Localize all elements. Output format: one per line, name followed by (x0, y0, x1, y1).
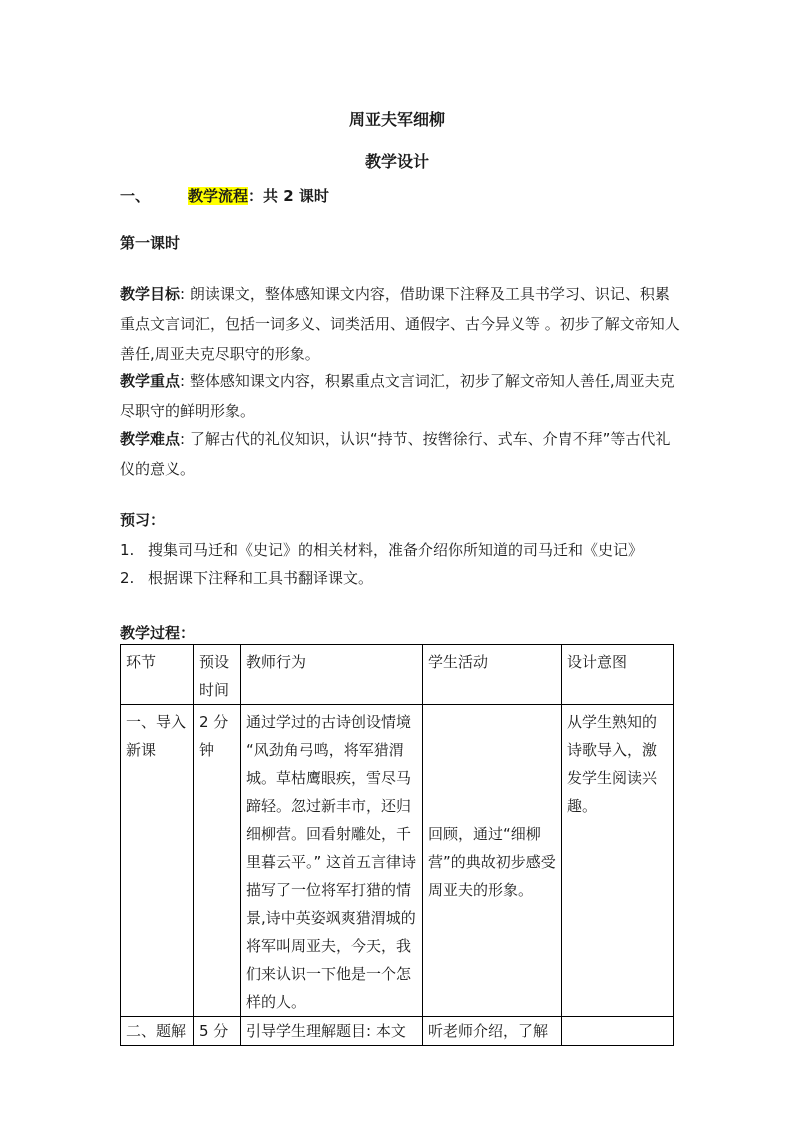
section-label-rest: ：共 2 课时 (248, 187, 329, 205)
preview-item-number: 1. (120, 541, 135, 559)
header-time: 预设时间 (194, 645, 241, 705)
cell-stage: 二、题解 (121, 1017, 194, 1046)
table-row (121, 1017, 674, 1046)
teaching-goal-label: 教学目标 (120, 285, 181, 303)
teaching-goal (120, 279, 680, 369)
cell-intent: 从学生熟知的诗歌导入，激发学生阅读兴趣。 (562, 705, 674, 1017)
header-intent: 设计意图 (562, 645, 674, 705)
lesson-heading: 第一课时 (120, 234, 181, 252)
preview-item (120, 563, 373, 593)
cell-intent (562, 1017, 674, 1046)
preview-item (120, 535, 690, 565)
cell-time: 2 分钟 (194, 705, 241, 1017)
table-header-row (121, 645, 674, 705)
teaching-focus-text: : 整体感知课文内容，积累重点文言词汇，初步了解文帝知人善任,周亚夫克尽职守的鲜明形象。 (120, 372, 675, 420)
preview-item-text: 搜集司马迁和《史记》的相关材料，准备介绍你所知道的司马迁和《史记》 (148, 541, 644, 559)
teaching-goal-text: : 朗读课文，整体感知课文内容，借助课下注释及工具书学习、识记、积累重点文言词汇，包括一词多义、词类活用、通假字、古今异义等 。初步了解文帝知人善任,周亚夫克尽职守的形象。 (120, 285, 680, 363)
header-student: 学生活动 (423, 645, 562, 705)
cell-student: 回顾，通过“细柳营”的典故初步感受周亚夫的形象。 (423, 705, 562, 1017)
teaching-focus (120, 366, 680, 426)
teaching-difficulty-label: 教学难点 (120, 430, 181, 448)
process-heading: 教学过程： (120, 624, 196, 642)
teaching-process-table (120, 644, 674, 1046)
section-number: 一、 (120, 187, 151, 205)
teaching-difficulty-text: : 了解古代的礼仪知识，认识“持节、按辔徐行、式车、介胄不拜”等古代礼仪的意义。 (120, 430, 671, 478)
cell-time: 5 分 (194, 1017, 241, 1046)
preview-heading: 预习： (120, 511, 166, 529)
document-subtitle: 教学设计 (364, 152, 429, 171)
cell-teacher: 引导学生理解题目: 本文 (241, 1017, 423, 1046)
cell-student: 听老师介绍，了解 (423, 1017, 562, 1046)
teaching-focus-label: 教学重点 (120, 372, 181, 390)
preview-item-text: 根据课下注释和工具书翻译课文。 (148, 569, 374, 587)
preview-item-number: 2. (120, 569, 135, 587)
teaching-difficulty (120, 424, 680, 484)
header-stage: 环节 (121, 645, 194, 705)
cell-stage: 一、导入新课 (121, 705, 194, 1017)
section-heading (120, 181, 329, 211)
document-title: 周亚夫军细柳 (348, 110, 445, 129)
header-teacher: 教师行为 (241, 645, 423, 705)
section-label-highlight: 教学流程 (188, 187, 249, 205)
cell-teacher: 通过学过的古诗创设情境 “风劲角弓鸣，将军猎渭城。草枯鹰眼疾，雪尽马蹄轻。忽过新丰市，还归细柳营。回看射雕处，千里暮云平。” 这首五言律诗描写了一位将军打猎的情景,诗中英姿飒爽猎渭城的将军叫周亚夫，今天，我们来认识一下他是一个怎样的人。 (241, 705, 423, 1017)
table-row (121, 705, 674, 1017)
